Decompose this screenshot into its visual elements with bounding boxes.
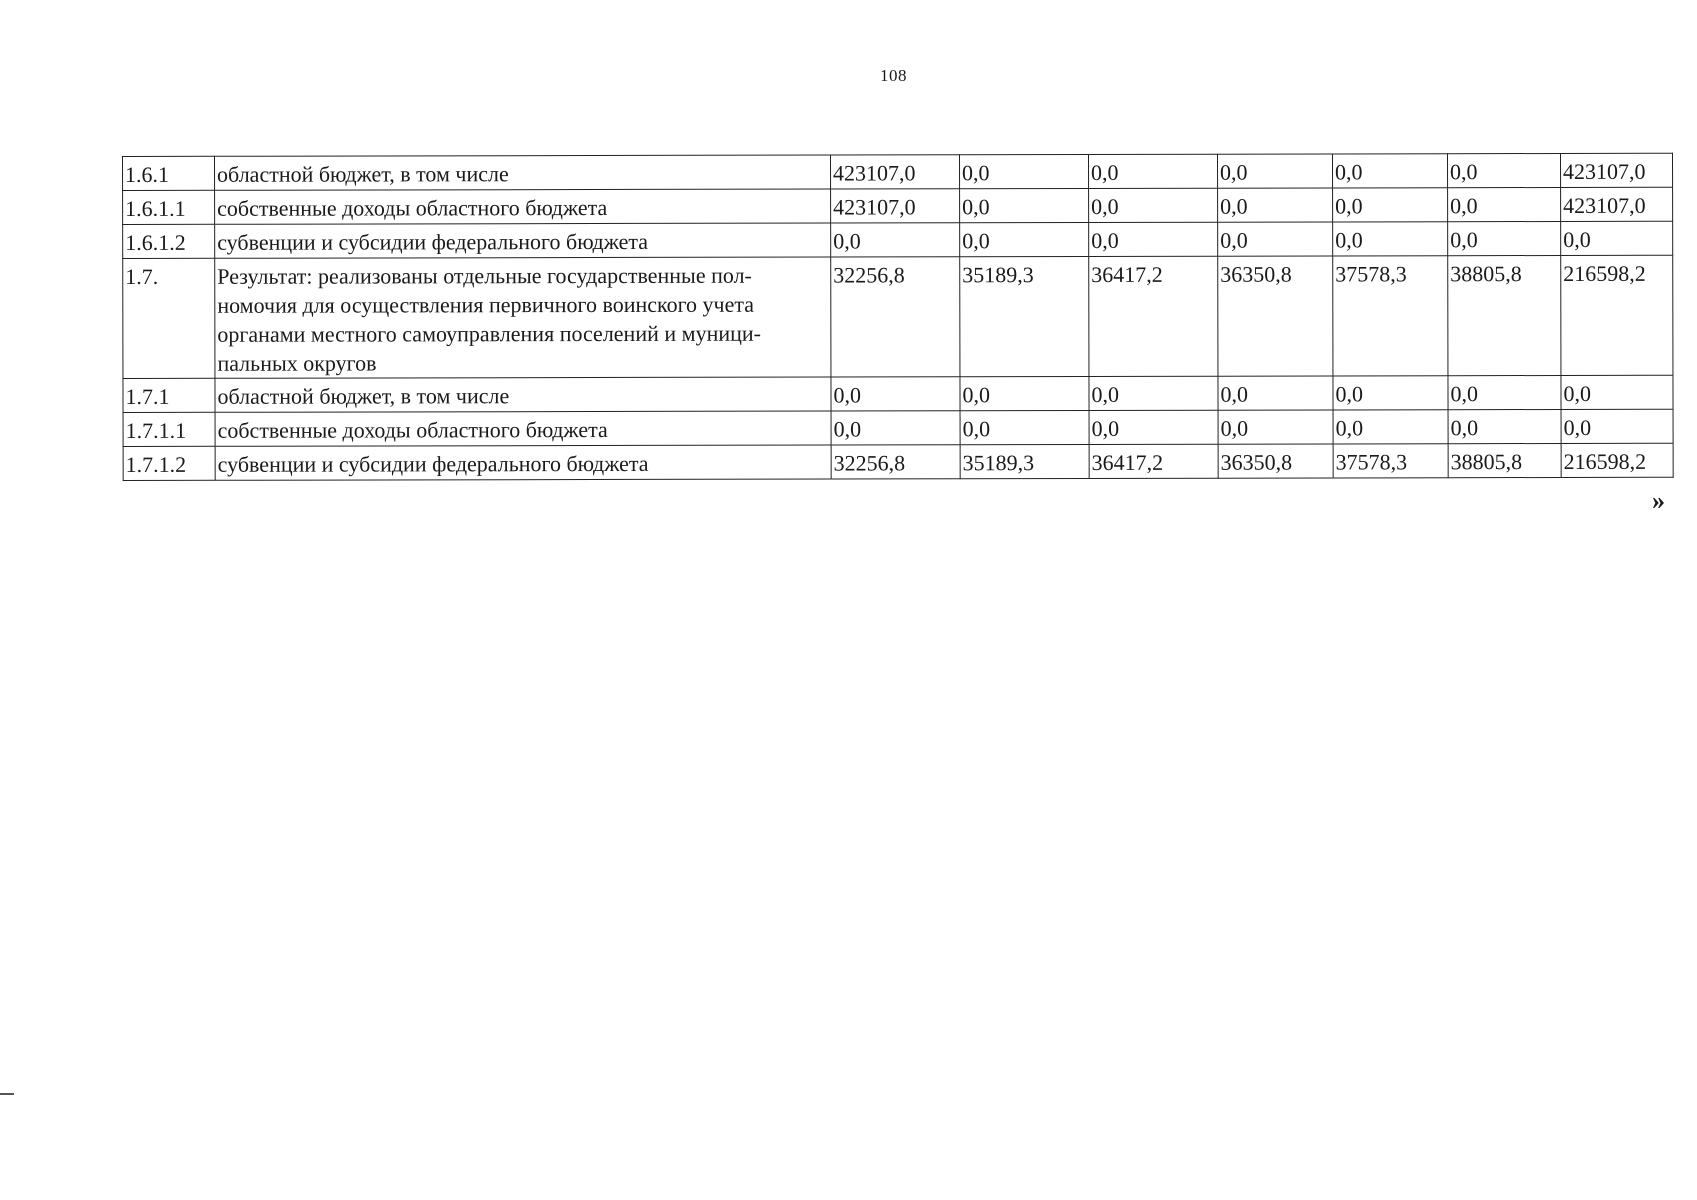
row-value-cell: 0,0: [1448, 409, 1561, 443]
row-value-cell: 0,0: [1561, 221, 1673, 255]
row-name-cell: областной бюджет, в том числе: [215, 155, 831, 190]
row-code-cell: 1.6.1.1: [123, 190, 215, 224]
row-value-cell: 423107,0: [830, 155, 959, 189]
row-code-cell: 1.7.1.1: [123, 412, 215, 446]
row-value-cell: 38805,8: [1448, 255, 1561, 375]
table-row: [123, 443, 1673, 480]
row-value-cell: 0,0: [1333, 222, 1448, 256]
row-code-cell: 1.7.1: [123, 378, 215, 412]
row-value-cell: 0,0: [960, 222, 1089, 256]
row-value-cell: 0,0: [1448, 187, 1561, 221]
row-value-cell: 0,0: [831, 223, 960, 257]
row-value-cell: 0,0: [831, 411, 960, 445]
row-code-cell: 1.6.1: [123, 156, 215, 190]
row-value-cell: 0,0: [1218, 222, 1333, 256]
row-value-cell: 216598,2: [1561, 443, 1673, 477]
closing-quote: »: [1652, 486, 1665, 515]
row-value-cell: 0,0: [1218, 188, 1333, 222]
row-value-cell: 0,0: [1218, 376, 1333, 410]
row-code-cell: 1.6.1.2: [123, 224, 215, 258]
row-value-cell: 0,0: [1217, 154, 1332, 188]
table-body: [123, 153, 1674, 480]
row-value-cell: 0,0: [1089, 410, 1218, 444]
row-value-cell: 0,0: [1447, 153, 1560, 187]
page-number: 108: [880, 66, 907, 85]
row-value-cell: 0,0: [1333, 410, 1448, 444]
row-code-cell: 1.7.: [123, 258, 215, 378]
row-value-cell: 0,0: [1561, 375, 1673, 409]
table-row: [123, 221, 1673, 258]
budget-table: [122, 153, 1674, 481]
row-name-cell: субвенции и субсидии федерального бюджета: [215, 223, 831, 258]
table-row: [123, 153, 1673, 190]
table-row: [123, 255, 1673, 378]
row-value-cell: 0,0: [960, 410, 1089, 444]
table-row: [123, 187, 1673, 224]
row-value-cell: 32256,8: [831, 445, 960, 479]
row-value-cell: 37578,3: [1333, 444, 1448, 478]
table-row: [123, 375, 1673, 412]
row-value-cell: 35189,3: [960, 256, 1089, 376]
row-value-cell: 0,0: [1218, 410, 1333, 444]
row-value-cell: 0,0: [1561, 409, 1673, 443]
row-value-cell: 0,0: [1333, 188, 1448, 222]
row-value-cell: 0,0: [831, 377, 960, 411]
row-value-cell: 216598,2: [1561, 255, 1673, 375]
row-value-cell: 36350,8: [1218, 256, 1333, 376]
row-value-cell: 35189,3: [960, 444, 1089, 478]
row-value-cell: 0,0: [960, 188, 1089, 222]
row-value-cell: 32256,8: [831, 257, 960, 377]
row-value-cell: 0,0: [959, 154, 1088, 188]
row-value-cell: 38805,8: [1448, 443, 1561, 477]
row-value-cell: 0,0: [1332, 154, 1447, 188]
row-value-cell: 0,0: [1448, 221, 1561, 255]
row-value-cell: 423107,0: [1560, 153, 1672, 187]
row-value-cell: 423107,0: [1561, 187, 1673, 221]
row-value-cell: 0,0: [960, 376, 1089, 410]
row-value-cell: 36417,2: [1089, 256, 1218, 376]
row-name-cell: Результат: реализованы отдельные государственные пол-номочия для осуществления первичного воинского учета органами местного самоуправления поселений и муници-пальных округов: [215, 257, 831, 378]
row-value-cell: 0,0: [1089, 188, 1218, 222]
row-value-cell: 423107,0: [831, 189, 960, 223]
row-name-cell: собственные доходы областного бюджета: [215, 189, 831, 224]
row-code-cell: 1.7.1.2: [123, 446, 215, 480]
table-row: [123, 409, 1673, 446]
row-name-cell: областной бюджет, в том числе: [215, 377, 831, 412]
row-name-cell: субвенции и субсидии федерального бюджета: [215, 445, 831, 480]
row-value-cell: 0,0: [1089, 376, 1218, 410]
row-value-cell: 0,0: [1089, 222, 1218, 256]
row-value-cell: 0,0: [1333, 376, 1448, 410]
row-value-cell: 36350,8: [1218, 444, 1333, 478]
row-value-cell: 0,0: [1448, 375, 1561, 409]
row-value-cell: 36417,2: [1089, 444, 1218, 478]
margin-mark: [0, 1093, 14, 1095]
row-value-cell: 0,0: [1088, 154, 1217, 188]
row-value-cell: 37578,3: [1333, 256, 1448, 376]
row-name-cell: собственные доходы областного бюджета: [215, 411, 831, 446]
